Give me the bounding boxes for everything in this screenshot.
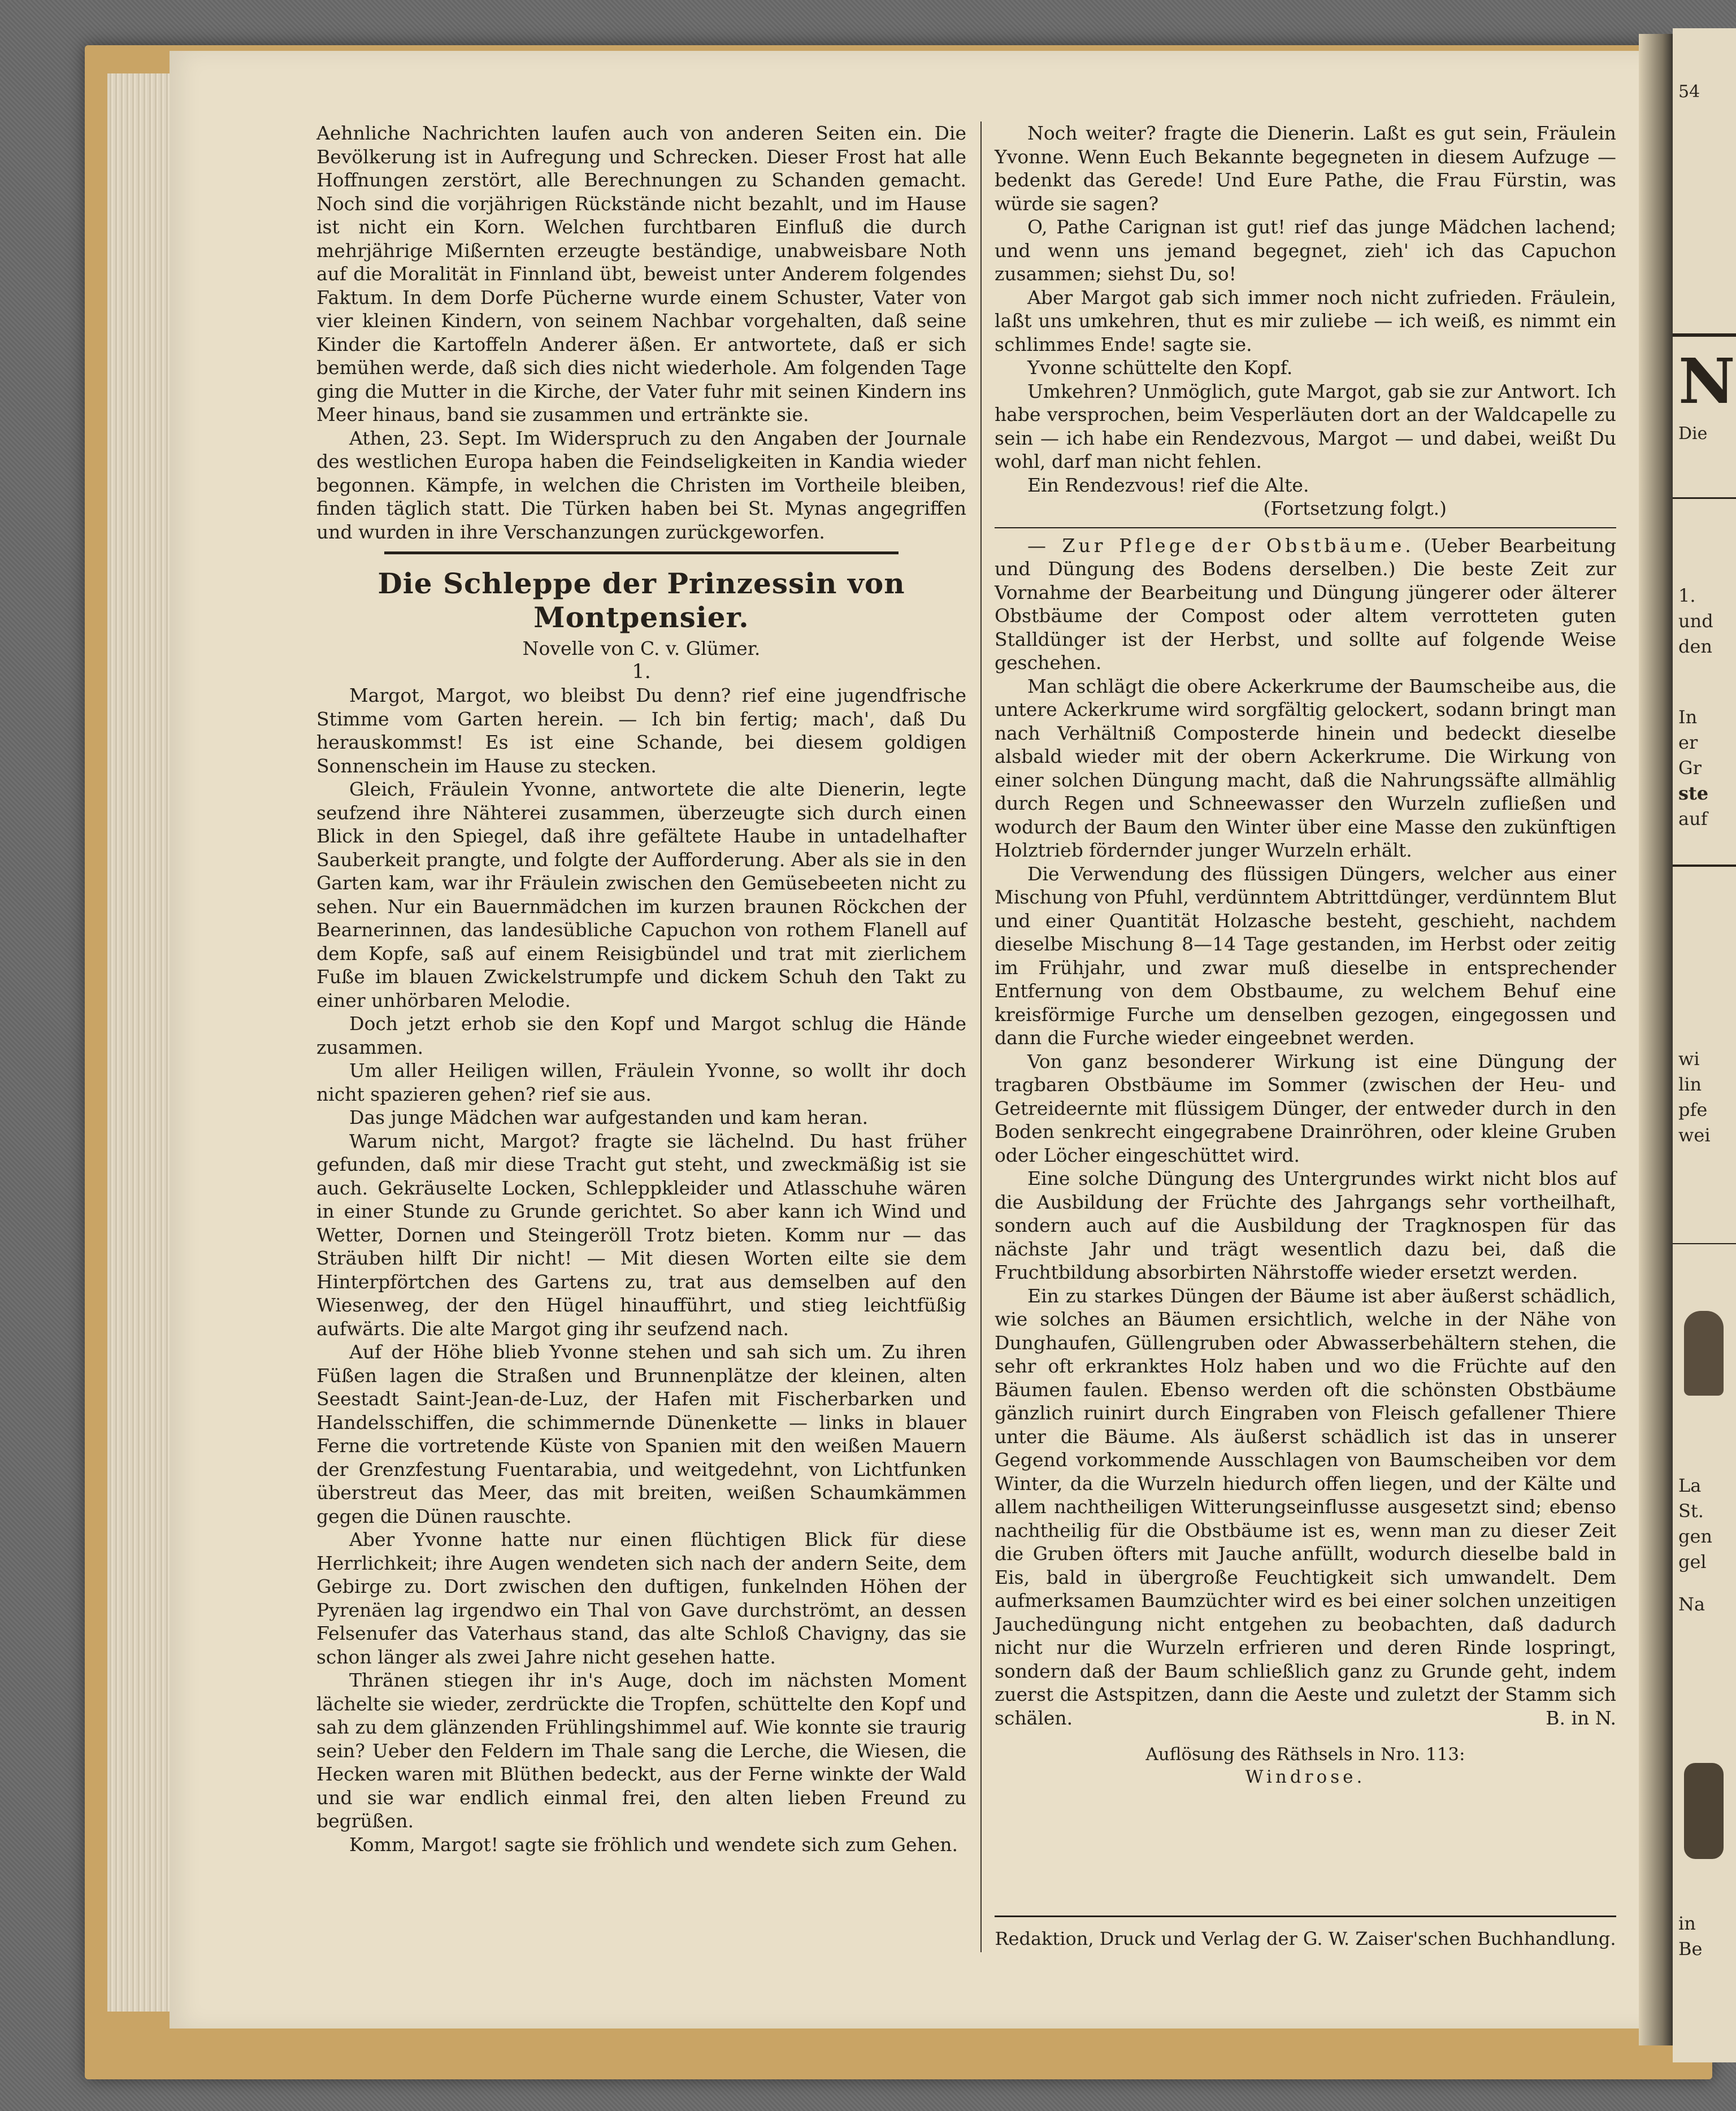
- next-page-fragment: 54: [1678, 82, 1700, 102]
- next-page-fragment: und: [1678, 610, 1713, 632]
- publisher-imprint: Redaktion, Druck und Verlag der G. W. Zaiser'schen Buchhandlung.: [995, 1928, 1616, 1949]
- next-page-fragment: Gr: [1678, 757, 1702, 779]
- story-paragraph: Thränen stiegen ihr in's Auge, doch im nächsten Moment lächelte sie wieder, zerdrückte die Tropfen, schüttelte den Kopf und sah zu dem glänzenden Frühlingshimmel auf. Wie konnte sie traurig sein? Ueber den Feldern im Thale sang die Lerche, die Wiesen, die Hecken waren mit Blüthen bedeckt, aus der Ferne winkte der Wald und sie war endlich einmal frei, den alten lieben Freund zu begrüßen.: [316, 1669, 966, 1832]
- next-page-fragment: gen: [1678, 1526, 1713, 1547]
- column-divider: [980, 121, 982, 1952]
- news-paragraph: Aehnliche Nachrichten laufen auch von anderen Seiten ein. Die Bevölkerung ist in Aufregung und Schrecken. Dieser Frost hat alle Hoffnungen zerstört, alle Berechnungen zu Schanden gemacht. Noch sind die vorjährigen Rückstände nicht bezahlt, und im Hause ist nicht ein Korn. Welchen furchtbaren Einfluß die durch mehrjährige Mißernten erzeugte beständige, unabweisbare Noth auf die Moralität in Finnland übt, beweist unter Anderem folgendes Faktum. In dem Dorfe Pücherne wurde einem Schuster, Vater von vier kleinen Kindern, von seinem Nachbar vorgehalten, daß seine Kinder die Kartoffeln Anderer äßen. Er antwortete, daß er sich bemühen werde, daß sich dies nicht wiederhole. Am folgenden Tage ging die Mutter in die Kirche, der Vater fuhr mit seinen Kindern ins Meer hinaus, band sie zusammen und ertränkte sie.: [316, 122, 966, 425]
- story-paragraph: Yvonne schüttelte den Kopf.: [1027, 357, 1293, 379]
- next-page-rule: [1673, 497, 1736, 499]
- next-page-fragment: In: [1678, 706, 1698, 728]
- news-paragraph: Athen, 23. Sept. Im Widerspruch zu den Angaben der Journale des westlichen Europa haben die Feindseligkeiten in Kandia wieder begonnen. Kämpfe, in welchen die Christen im Vortheile bleiben, finden täglich statt. Die Türken haben bei St. Mynas angegriffen und wurden in ihre Verschanzungen zurückgeworfen.: [316, 427, 966, 543]
- next-page-fragment: La: [1678, 1475, 1702, 1496]
- next-page-fragment: Be: [1678, 1938, 1703, 1960]
- next-page-rule: [1673, 333, 1736, 337]
- next-page-fragment: wi: [1678, 1048, 1700, 1070]
- article-paragraph: Die Verwendung des flüssigen Düngers, welcher aus einer Mischung von Pfuhl, verdünntem Abtrittdünger, verdünntem Blut und einer Quantität Holzasche besteht, geschieht, nachdem dieselbe Mischung 8—14 Tage gestanden, im Herbst oder zeitig im Frühjahr, und zwar muß dieselbe in entsprechender Entfernung von dem Obstbaume, zu welchem Behuf eine kreisförmige Furche um denselben gezogen, eingegossen und dann die Furche wieder eingeebnet werden.: [995, 862, 1616, 1049]
- left-column: [316, 121, 966, 1856]
- next-page-illustration: [1684, 1763, 1724, 1859]
- next-page-fragment: er: [1678, 732, 1698, 753]
- story-byline: Novelle von C. v. Glümer.: [522, 637, 761, 659]
- story-paragraph: Margot, Margot, wo bleibst Du denn? rief eine jugendfrische Stimme vom Garten herein. — Ich bin fertig; mach', daß Du herauskommst! Es ist eine Schande, bei diesem goldigen Sonnenschein im Hause zu stecken.: [316, 684, 966, 777]
- next-page-fragment: pfe: [1678, 1099, 1708, 1120]
- riddle-answer: Windrose.: [1245, 1767, 1366, 1787]
- story-title: Die Schleppe der Prinzessin von Montpensier.: [377, 567, 905, 634]
- next-page-rule: [1673, 1243, 1736, 1244]
- continued-note: (Fortsetzung folgt.): [1263, 497, 1447, 519]
- footer-rule: [995, 1915, 1616, 1917]
- article-paragraph: Von ganz besonderer Wirkung ist eine Düngung der tragbaren Obstbäume im Sommer (zwischen der Heu- und Getreideernte mit flüssigem Dünger, der entweder durch in den Boden senkrecht eingegrabene Drainröhren, oder kleine Gruben oder Löcher eingeschüttet wird.: [995, 1050, 1616, 1166]
- story-paragraph: O, Pathe Carignan ist gut! rief das junge Mädchen lachend; und wenn uns jemand begegnet, zieh' ich das Capuchon zusammen; siehst Du, so!: [995, 216, 1616, 285]
- next-page-fragment: den: [1678, 636, 1713, 657]
- book-gutter: [1639, 34, 1673, 2045]
- story-paragraph: Aber Margot gab sich immer noch nicht zufrieden. Fräulein, laßt uns umkehren, thut es mir zuliebe — ich weiß, es nimmt ein schlimmes Ende! sagte sie.: [995, 286, 1616, 355]
- next-page-fragment: Na: [1678, 1593, 1705, 1615]
- article-paragraph: Man schlägt die obere Ackerkrume der Baumscheibe aus, die untere Ackerkrume wird sorgfältig gelockert, sodann bringt man nach Verhältniß Composterde hinein und bedeckt dieselbe alsbald wieder mit der obern Ackerkrume. Die Wirkung von einer solchen Düngung macht, daß die Nahrungssäfte allmählig durch Regen und Schneewasser den Wurzeln zufließen und wodurch der Baum den Winter über eine Masse den zukünftigen Holztrieb fördernder junger Wurzeln erhält.: [995, 675, 1616, 861]
- next-page-fragment: St.: [1678, 1500, 1704, 1522]
- story-paragraph: Warum nicht, Margot? fragte sie lächelnd. Du hast früher gefunden, daß mir diese Tracht gut steht, und zweckmäßig ist sie auch. Gekräuselte Locken, Schleppkleider und Atlasschuhe wären in einer Stunde zu Grunde gerichtet. So aber kann ich Wind und Wetter, Dornen und Steingeröll Trotz bieten. Komm nur — das Sträuben hilft Dir nicht! — Mit diesen Worten eilte sie dem Hinterpförtchen des Gartens zu, trat aus demselben auf den Wiesenweg, der den Hügel hinaufführt, und stieg leichtfüßig aufwärts. Die alte Margot ging ihr seufzend nach.: [316, 1130, 966, 1340]
- next-page-strip: [1673, 28, 1736, 2062]
- next-page-fragment: Die: [1678, 424, 1708, 444]
- story-paragraph: Auf der Höhe blieb Yvonne stehen und sah sich um. Zu ihren Füßen lagen die Straßen und Brunnenplätze der kleinen, alten Seestadt Saint-Jean-de-Luz, der Hafen mit Fischerbarken und Handelsschiffen, die schimmernde Dünenkette — links in blauer Ferne die vortretende Küste von Spanien mit den weißen Mauern der Grenzfestung Fuentarabia, und weitgedehnt, von Lichtfunken überstreut das Meer, das mit breiten, weißen Schaumkämmen gegen die Dünen rauschte.: [316, 1341, 966, 1527]
- section-divider: [384, 551, 899, 554]
- next-page-fragment: lin: [1678, 1074, 1702, 1095]
- next-page-fragment: in: [1678, 1913, 1696, 1934]
- right-column: [995, 121, 1616, 1788]
- article-signature: B. in N.: [1546, 1706, 1616, 1729]
- story-paragraph: Umkehren? Unmöglich, gute Margot, gab sie zur Antwort. Ich habe versprochen, beim Vesperläuten dort an der Waldcapelle zu sein — ich habe ein Rendezvous, Margot — und dabei, weißt Du wohl, darf man nicht fehlen.: [995, 380, 1616, 472]
- next-page-fragment: gel: [1678, 1551, 1707, 1573]
- story-paragraph: Das junge Mädchen war aufgestanden und kam heran.: [349, 1106, 869, 1128]
- article-paragraph: (Ueber Bearbeitung und Düngung des Bodens derselben.) Die beste Zeit zur Vornahme der Bearbeitung und Düngung jüngerer oder älterer Obstbäume der Compost oder altem verrotteten guten Stalldünger ist der Herbst, und sollte auf folgende Weise geschehen.: [995, 534, 1616, 674]
- story-paragraph: Gleich, Fräulein Yvonne, antwortete die alte Dienerin, legte seufzend ihre Nähterei zusammen, überzeugte sich durch einen Blick in den Spiegel, daß ihre gefältete Haube in untadelhafter Sauberkeit prangte, und folgte der Aufforderung. Aber als sie in den Garten kam, war ihr Fräulein zwischen den Gemüsebeeten nicht zu sehen. Nur ein Bauernmädchen im kurzen braunen Röckchen der Bearnerinnen, das landesübliche Capuchon von rothem Flanell auf dem Kopfe, saß auf einem Reisigbündel und trat mit zierlichem Fuße im blauen Zwickelstrumpfe und dickem Schuh den Takt zu einer unhörbaren Melodie.: [316, 778, 966, 1011]
- article-paragraph: Eine solche Düngung des Untergrundes wirkt nicht blos auf die Ausbildung der Früchte des Jahrgangs sehr vortheilhaft, sondern auch auf die Ausbildung der Tragknospen für das nächste Jahr und trägt wesentlich dazu bei, daß die Fruchtbildung absorbirten Nährstoffe wieder ersetzt werden.: [995, 1167, 1616, 1283]
- story-paragraph: Aber Yvonne hatte nur einen flüchtigen Blick für diese Herrlichkeit; ihre Augen wendeten sich nach der andern Seite, dem Gebirge zu. Dort zwischen den duftigen, funkelnden Höhen der Pyrenäen lag irgendwo ein Thal von Gave durchströmt, an dessen Felsenufer das Vaterhaus stand, das alte Schloß Chavigny, das sie schon länger als zwei Jahre nicht gesehen hatte.: [316, 1528, 966, 1668]
- next-page-fragment: wei: [1678, 1124, 1711, 1146]
- chapter-number: 1.: [632, 660, 651, 683]
- article-paragraph: Ein zu starkes Düngen der Bäume ist aber äußerst schädlich, wie solches an Bäumen ersichtlich, welche in der Nähe von Dunghaufen, Güllengruben oder Abwasserbehältern stehen, die sehr oft erkranktes Holz haben und wo die Früchte auf den Bäumen faulen. Ebenso werden oft die schönsten Obstbäume gänzlich ruinirt durch Eingraben von Fleisch gefallener Thiere unter die Bäume. Als äußerst schädlich ist das in unserer Gegend vorkommende Ausschlagen von Baumscheiben vor dem Winter, da die Wurzeln hiedurch offen liegen, und der Kälte und allem nachtheiligen Witterungseinflusse ausgesetzt sind; ebenso nachtheilig für die Obstbäume ist es, wenn man zu dieser Zeit die Gruben öfters mit Jauche anfüllt, wodurch dieselbe bald in Eis, bald in übergroße Feuchtigkeit sich umwandelt. Dem aufmerksamen Baumzüchter wird es bei einer solchen unzeitigen Jauchedüngung nicht entgehen zu beobachten, daß dadurch nicht nur die Wurzeln erfrieren und deren Rinde lospringt, sondern daß der Baum schließlich ganz zu Grunde geht, indem zuerst die Astspitzen, dann die Aeste und zuletzt der Stamm sich schälen.: [995, 1284, 1616, 1729]
- next-page-fragment: N: [1678, 345, 1735, 418]
- next-page-fragment: 1.: [1678, 585, 1696, 606]
- next-page-rule: [1673, 865, 1736, 867]
- page-edges: [107, 73, 170, 2012]
- story-paragraph: Komm, Margot! sagte sie fröhlich und wendete sich zum Gehen.: [349, 1833, 958, 1856]
- next-page-illustration: [1684, 1311, 1724, 1396]
- story-paragraph: Um aller Heiligen willen, Fräulein Yvonne, so wollt ihr doch nicht spazieren gehen? rief sie aus.: [316, 1059, 966, 1105]
- story-paragraph: Doch jetzt erhob sie den Kopf und Margot schlug die Hände zusammen.: [316, 1013, 966, 1058]
- story-paragraph: Ein Rendezvous! rief die Alte.: [1027, 474, 1309, 496]
- story-paragraph: Noch weiter? fragte die Dienerin. Laßt es gut sein, Fräulein Yvonne. Wenn Euch Bekannte begegneten in diesem Aufzuge — bedenkt das Gerede! Und Eure Pathe, die Frau Fürstin, was würde sie sagen?: [995, 122, 1616, 215]
- riddle-label: Auflösung des Räthsels in Nro. 113:: [1145, 1744, 1465, 1765]
- next-page-fragment: auf: [1678, 808, 1708, 829]
- article-heading: — Zur Pflege der Obstbäume.: [1027, 534, 1414, 557]
- next-page-fragment: ste: [1678, 783, 1709, 804]
- article-divider: [995, 527, 1616, 528]
